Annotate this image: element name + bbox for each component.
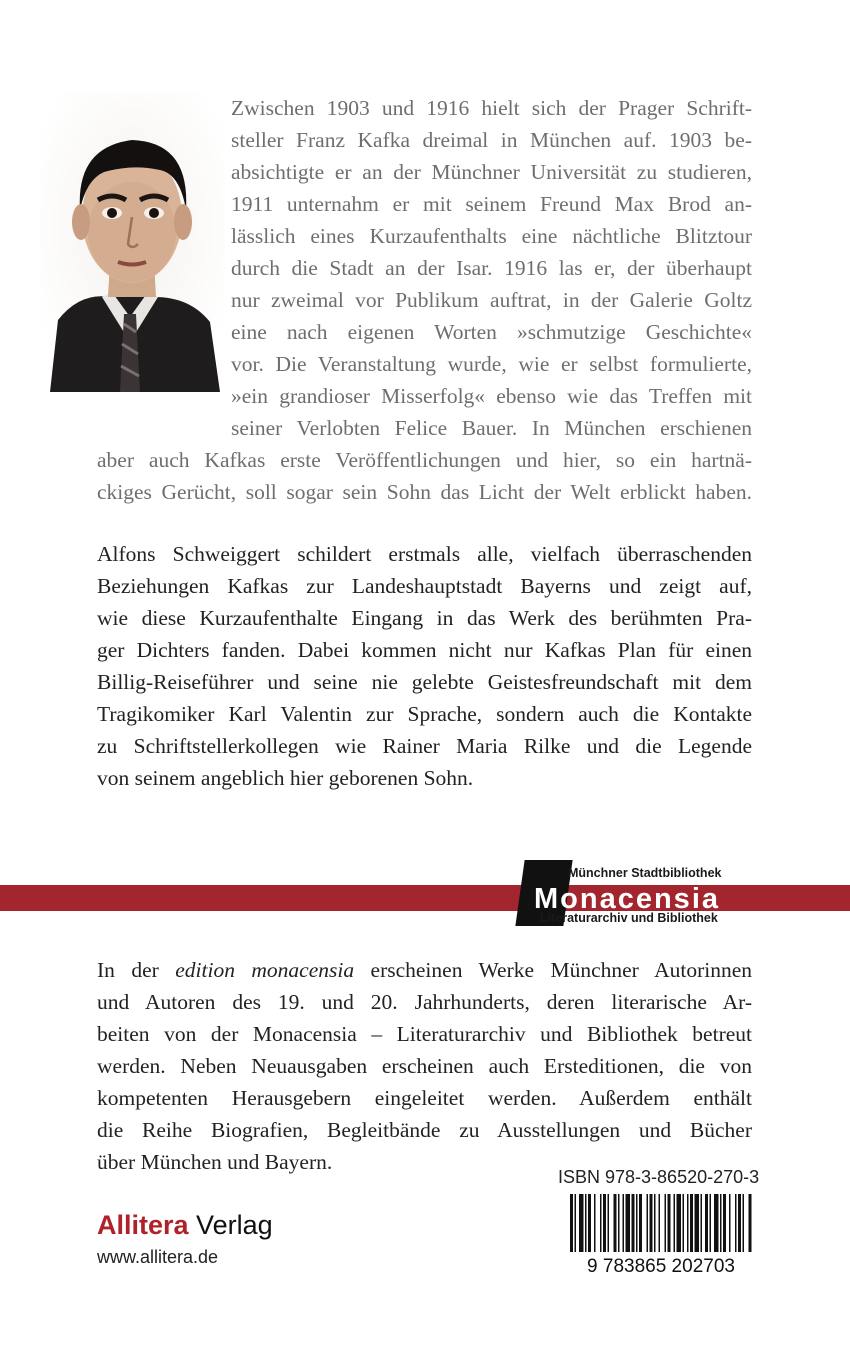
author-portrait: [40, 92, 225, 392]
edition-line1-post: erscheinen Werke Münchner Autorinnen: [354, 958, 753, 982]
barcode-bar: [695, 1194, 700, 1252]
description-line: Tragikomiker Karl Valentin zur Sprache, sondern auch die Kontakte: [97, 702, 752, 726]
barcode-bar: [665, 1194, 667, 1252]
description-line: Alfons Schweiggert schildert erstmals alle, vielfach überraschenden: [97, 542, 752, 566]
description-line: Beziehungen Kafkas zur Landeshauptstadt Bayerns und zeigt auf,: [97, 574, 752, 598]
intro-line: steller Franz Kafka dreimal in München auf. 1903 be-: [231, 128, 752, 152]
intro-line: 1911 unternahm er mit seinem Freund Max Brod an-: [231, 192, 752, 216]
description-line: zu Schriftstellerkollegen wie Rainer Maria Rilke und die Legende: [97, 734, 752, 758]
barcode-bar: [632, 1194, 635, 1252]
barcode-bar: [743, 1194, 745, 1252]
publisher-brand: Allitera: [97, 1210, 189, 1240]
isbn-barcode: [566, 1194, 756, 1274]
barcode-bar: [647, 1194, 649, 1252]
edition-line: über München und Bayern.: [97, 1150, 333, 1174]
barcode-bar: [603, 1194, 606, 1252]
barcode-bar: [636, 1194, 638, 1252]
logo-name: Monacensia: [534, 883, 720, 915]
publisher-name: [97, 1210, 273, 1241]
publisher-suffix: Verlag: [188, 1210, 273, 1240]
barcode-bar: [705, 1194, 708, 1252]
edition-line: die Reihe Biografien, Begleitbände zu Ausstellungen und Bücher: [97, 1118, 752, 1142]
barcode-bar: [650, 1194, 653, 1252]
edition-line: werden. Neben Neuausgaben erscheinen auch Ersteditionen, die von: [97, 1054, 752, 1078]
description-line: von seinem angeblich hier geborenen Sohn.: [97, 766, 474, 790]
barcode-bar: [639, 1194, 642, 1252]
intro-line: lässlich eines Kurzaufenthalts eine nächtliche Blitztour: [231, 224, 752, 248]
isbn-text: ISBN 978-3-86520-270-3: [558, 1167, 760, 1187]
barcode-bar: [575, 1194, 577, 1252]
intro-line: »ein grandioser Misserfolg« ebenso wie das Treffen mit: [231, 384, 752, 408]
edition-series-name: edition monacensia: [175, 958, 355, 982]
barcode-bar: [749, 1194, 752, 1252]
barcode-bar: [677, 1194, 682, 1252]
publisher-url[interactable]: www.allitera.de: [97, 1247, 219, 1267]
barcode-bar: [668, 1194, 671, 1252]
description-line: ger Dichters fanden. Dabei kommen nicht nur Kafkas Plan für einen: [97, 638, 752, 662]
intro-line: vor. Die Veranstaltung wurde, wie er selbst formulierte,: [231, 352, 752, 376]
intro-line: seiner Verlobten Felice Bauer. In München erschienen: [231, 416, 752, 440]
edition-line1-pre: In der: [97, 958, 176, 982]
barcode-bar: [626, 1194, 631, 1252]
barcode-bar: [701, 1194, 703, 1252]
barcode-bar: [687, 1194, 689, 1252]
barcode-bar: [623, 1194, 625, 1252]
edition-line: beiten von der Monacensia – Literaturarchiv und Bibliothek betreut: [97, 1022, 752, 1046]
barcode-bar: [659, 1194, 661, 1252]
barcode-bar: [585, 1194, 587, 1252]
description-line: Billig-Reiseführer und seine nie gelebte Geistesfreundschaft mit dem: [97, 670, 752, 694]
barcode-bar: [588, 1194, 591, 1252]
barcode-bar: [618, 1194, 620, 1252]
intro-line: eine nach eigenen Worten »schmutzige Geschichte«: [231, 320, 752, 344]
edition-line: und Autoren des 19. und 20. Jahrhunderts, deren literarische Ar-: [97, 990, 752, 1014]
intro-line: aber auch Kafkas erste Veröffentlichungen und hier, so ein hartnä-: [97, 448, 752, 472]
barcode-bar: [674, 1194, 676, 1252]
barcode-bar: [579, 1194, 584, 1252]
intro-line: ckiges Gerücht, soll sogar sein Sohn das Licht der Welt erblickt haben.: [97, 480, 752, 504]
intro-line: nur zweimal vor Publikum auftrat, in der Galerie Goltz: [231, 288, 752, 312]
barcode-bar: [654, 1194, 656, 1252]
barcode-number: 9 783865 202703: [587, 1256, 735, 1274]
barcode-bar: [570, 1194, 573, 1252]
description-line: wie diese Kurzaufenthalte Eingang in das Werk des berühmten Pra-: [97, 606, 752, 630]
barcode-bar: [723, 1194, 726, 1252]
barcode-bar: [735, 1194, 737, 1252]
barcode-bar: [690, 1194, 693, 1252]
barcode-bar: [714, 1194, 719, 1252]
barcode-bar: [683, 1194, 685, 1252]
barcode-bar: [594, 1194, 596, 1252]
intro-line: absichtigte er an der Münchner Universität zu studieren,: [231, 160, 752, 184]
barcode-bar: [720, 1194, 722, 1252]
logo-sub-line: Literaturarchiv und Bibliothek: [540, 911, 718, 925]
barcode-bar: [608, 1194, 610, 1252]
intro-line: durch die Stadt an der Isar. 1916 las er, der überhaupt: [231, 256, 752, 280]
edition-line: [97, 955, 752, 987]
logo-top-line: Münchner Stadtbibliothek: [568, 866, 722, 880]
intro-line: Zwischen 1903 und 1916 hielt sich der Prager Schrift-: [231, 96, 752, 120]
edition-line: kompetenten Herausgebern eingeleitet werden. Außerdem enthält: [97, 1086, 752, 1110]
monacensia-logo: [510, 860, 840, 930]
barcode-bar: [710, 1194, 712, 1252]
barcode-bar: [729, 1194, 731, 1252]
barcode-bar: [614, 1194, 617, 1252]
barcode-bar: [600, 1194, 602, 1252]
barcode-bar: [738, 1194, 741, 1252]
